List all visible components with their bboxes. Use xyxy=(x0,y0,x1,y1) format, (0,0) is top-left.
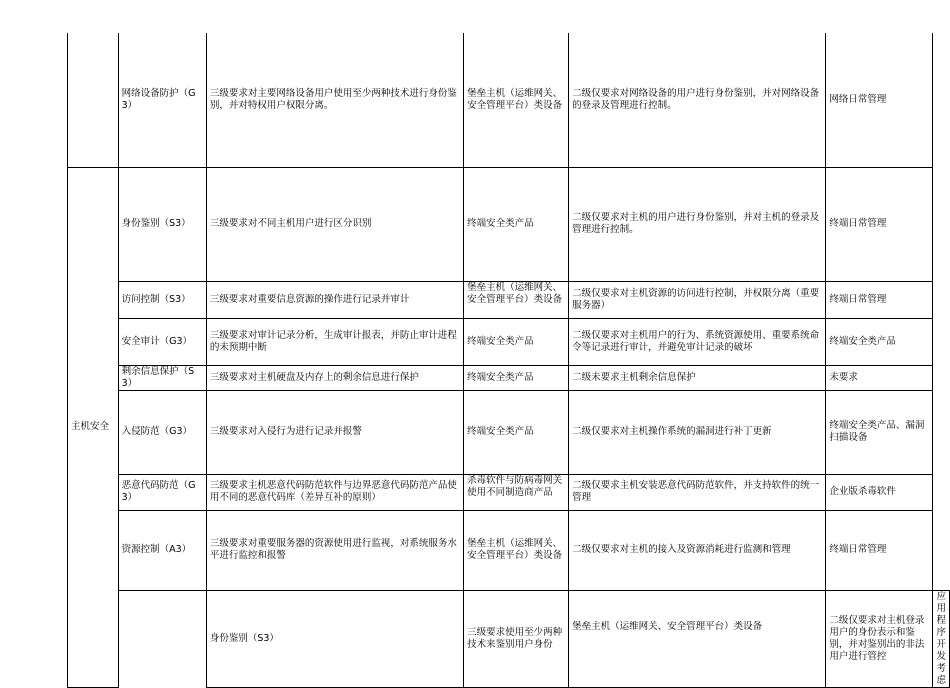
product-cell[interactable]: 终端安全类产品 xyxy=(464,390,569,474)
measure-cell[interactable]: 网络日常管理 xyxy=(826,33,933,167)
item-text: 剩余信息保护（S3） xyxy=(121,365,195,389)
requirement-cell[interactable]: 三级要求对重要信息资源的操作进行记录并审计 xyxy=(206,281,463,318)
measure-cell[interactable]: 终端日常管理 xyxy=(826,281,933,318)
table-row xyxy=(68,281,950,318)
measure-cell[interactable]: 未要求 xyxy=(826,365,933,390)
product-cell[interactable] xyxy=(464,281,569,318)
category-cell-host-security[interactable]: 主机安全 xyxy=(68,167,119,687)
level2-cell[interactable]: 二级仅要求对主机的用户进行身份鉴别，并对主机的登录及管理进行控制。 xyxy=(569,167,826,281)
product-cell[interactable]: 终端安全类产品 xyxy=(464,365,569,390)
product-cell[interactable] xyxy=(464,474,569,510)
level2-cell[interactable]: 二级仅要求对主机操作系统的漏洞进行补丁更新 xyxy=(569,390,826,474)
compliance-table xyxy=(67,33,950,688)
table-row xyxy=(68,510,950,590)
level2-cell[interactable] xyxy=(569,318,826,365)
item-cell[interactable]: 资源控制（A3） xyxy=(118,510,206,590)
measure-cell[interactable]: 终端日常管理 xyxy=(826,167,933,281)
table-row xyxy=(68,474,950,510)
item-cell[interactable]: 访问控制（S3） xyxy=(118,281,206,318)
level2-cell[interactable]: 二级仅要求对主机的接入及资源消耗进行监测和管理 xyxy=(569,510,826,590)
item-cell[interactable]: 身份鉴别（S3） xyxy=(118,167,206,281)
product-text: 堡垒主机（运维网关、安全管理平台）类设备 xyxy=(467,281,563,305)
item-cell[interactable]: 入侵防范（G3） xyxy=(118,390,206,474)
requirement-cell[interactable]: 三级要求对重要服务器的资源使用进行监视，对系统服务水平进行监控和报警 xyxy=(206,510,463,590)
requirement-cell[interactable]: 三级要求使用至少两种技术来鉴别用户身份 xyxy=(464,590,569,687)
table-row xyxy=(68,390,950,474)
product-cell[interactable]: 终端安全类产品 xyxy=(464,167,569,281)
table-row xyxy=(68,365,950,390)
product-cell[interactable]: 堡垒主机（运维网关、安全管理平台）类设备 xyxy=(464,33,569,167)
requirement-cell[interactable]: 三级要求对不同主机用户进行区分识别 xyxy=(206,167,463,281)
table-row xyxy=(68,318,950,365)
measure-cell[interactable]: 终端安全类产品 xyxy=(826,318,933,365)
product-cell[interactable]: 堡垒主机（运维网关、安全管理平台）类设备 xyxy=(464,510,569,590)
table-row xyxy=(68,590,950,687)
measure-cell[interactable]: 终端安全类产品、漏洞扫描设备 xyxy=(826,390,933,474)
level2-cell[interactable]: 二级仅要求主机安装恶意代码防范软件，并支持软件的统一管理 xyxy=(569,474,826,510)
product-text: 杀毒软件与防病毒网关使用不同制造商产品 xyxy=(467,474,563,498)
item-cell[interactable]: 网络设备防护（G3） xyxy=(118,33,206,167)
measure-cell[interactable]: 企业版杀毒软件 xyxy=(826,474,933,510)
product-cell[interactable]: 终端安全类产品 xyxy=(464,318,569,365)
level2-cell[interactable]: 二级仅要求对主机资源的访问进行控制，并权限分离（重要服务器） xyxy=(569,281,826,318)
level2-text: 二级仅要求对主机用户的行为、系统资源使用、重要系统命令等记录进行审计，并避免审计记录的破坏 xyxy=(572,329,820,353)
item-cell[interactable]: 恶意代码防范（G3） xyxy=(118,474,206,510)
table-row xyxy=(68,167,950,281)
requirement-cell[interactable]: 三级要求主机恶意代码防范软件与边界恶意代码防范产品使用不同的恶意代码库（差异互补的原则） xyxy=(206,474,463,510)
requirement-cell[interactable]: 三级要求对主机硬盘及内存上的剩余信息进行保护 xyxy=(206,365,463,390)
item-cell[interactable]: 身份鉴别（S3） xyxy=(206,590,463,687)
measure-cell[interactable]: 应用程序开发考虑 xyxy=(933,590,950,687)
category-cell-network xyxy=(68,33,119,167)
product-text: 堡垒主机（运维网关、安全管理平台）类设备 xyxy=(572,620,763,632)
item-cell[interactable] xyxy=(118,365,206,390)
item-cell[interactable]: 安全审计（G3） xyxy=(118,318,206,365)
requirement-cell[interactable]: 三级要求对审计记录分析，生成审计报表，并防止审计进程的未预期中断 xyxy=(206,318,463,365)
level2-cell[interactable]: 二级仅要求对网络设备的用户进行身份鉴别，并对网络设备的登录及管理进行控制。 xyxy=(569,33,826,167)
product-cell[interactable] xyxy=(569,590,826,687)
measure-cell[interactable]: 终端日常管理 xyxy=(826,510,933,590)
requirement-cell[interactable]: 三级要求对入侵行为进行记录并报警 xyxy=(206,390,463,474)
level2-cell[interactable]: 二级仅要求对主机登录用户的身份表示和鉴别，并对鉴别出的非法用户进行管控 xyxy=(826,590,933,687)
level2-cell[interactable]: 二级未要求主机剩余信息保护 xyxy=(569,365,826,390)
category-cell-next xyxy=(118,590,206,687)
requirement-cell[interactable]: 三级要求对主要网络设备用户使用至少两种技术进行身份鉴别，并对特权用户权限分离。 xyxy=(206,33,463,167)
table-row xyxy=(68,33,950,167)
